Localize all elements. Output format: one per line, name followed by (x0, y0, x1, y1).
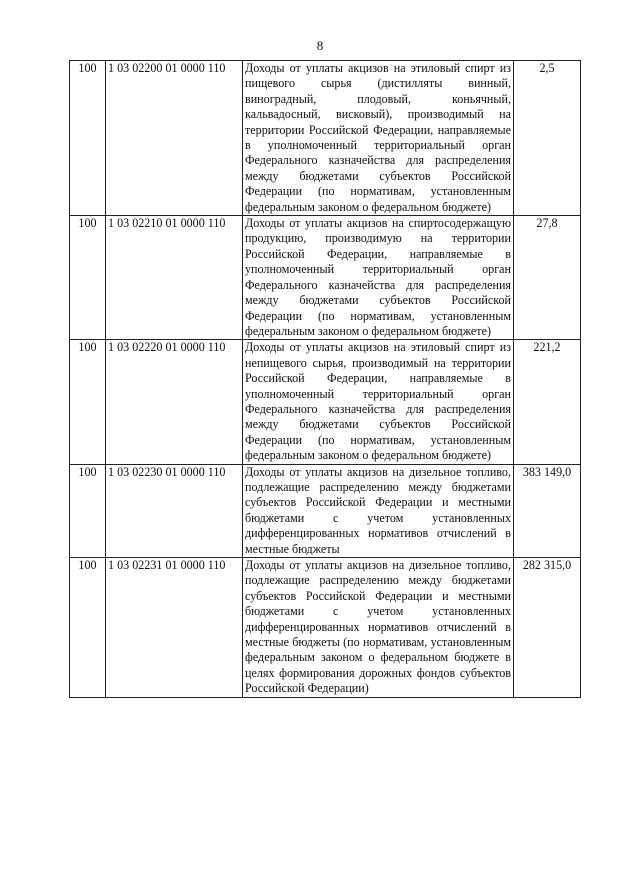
revenue-code-cell: 1 03 02230 01 0000 110 (106, 464, 243, 557)
description-cell: Доходы от уплаты акцизов на этиловый спирт из непищевого сырья, производимый на территории Российской Федерации, направляемые в уполномоченный территориальный орган Федерального казначейства для распределения между бюджетами субъектов Российской Федерации (по нормативам, установленным федеральным законом о федеральном бюджете) (243, 340, 514, 464)
table-row (70, 340, 581, 464)
administrator-code-cell: 100 (70, 61, 106, 216)
table-row (70, 61, 581, 216)
revenue-code-cell: 1 03 02210 01 0000 110 (106, 216, 243, 340)
table-row (70, 558, 581, 698)
administrator-code-cell: 100 (70, 464, 106, 557)
description-cell: Доходы от уплаты акцизов на этиловый спирт из пищевого сырья (дистилляты винный, виноградный, плодовый, коньячный, кальвадосный, висковый), производимый на территории Российской Федерации, направляемые в уполномоченный территориальный орган Федерального казначейства для распределения между бюджетами субъектов Российской Федерации (по нормативам, установленным федеральным законом о федеральном бюджете) (243, 61, 514, 216)
table-row (70, 464, 581, 557)
amount-cell: 221,2 (514, 340, 581, 464)
page-number: 8 (316, 38, 324, 53)
amount-cell: 282 315,0 (514, 558, 581, 698)
description-cell: Доходы от уплаты акцизов на дизельное топливо, подлежащие распределению между бюджетами субъектов Российской Федерации и местными бюджетами с учетом установленных дифференцированных нормативов отчислений в местные бюджеты (по нормативам, установленным федеральным законом о федеральном бюджете в целях формирования дорожных фондов субъектов Российской Федерации) (243, 558, 514, 698)
administrator-code-cell: 100 (70, 216, 106, 340)
revenue-code-cell: 1 03 02231 01 0000 110 (106, 558, 243, 698)
amount-cell: 2,5 (514, 61, 581, 216)
revenue-code-cell: 1 03 02200 01 0000 110 (106, 61, 243, 216)
administrator-code-cell: 100 (70, 558, 106, 698)
revenue-code-cell: 1 03 02220 01 0000 110 (106, 340, 243, 464)
revenue-table (69, 60, 581, 698)
description-cell: Доходы от уплаты акцизов на спиртосодержащую продукцию, производимую на территории Российской Федерации, направляемые в уполномоченный территориальный орган Федерального казначейства для распределения между бюджетами субъектов Российской Федерации (по нормативам, установленным федеральным законом о федеральном бюджете) (243, 216, 514, 340)
description-cell: Доходы от уплаты акцизов на дизельное топливо, подлежащие распределению между бюджетами субъектов Российской Федерации и местными бюджетами с учетом установленных дифференцированных нормативов отчислений в местные бюджеты (243, 464, 514, 557)
amount-cell: 383 149,0 (514, 464, 581, 557)
amount-cell: 27,8 (514, 216, 581, 340)
administrator-code-cell: 100 (70, 340, 106, 464)
table-row (70, 216, 581, 340)
